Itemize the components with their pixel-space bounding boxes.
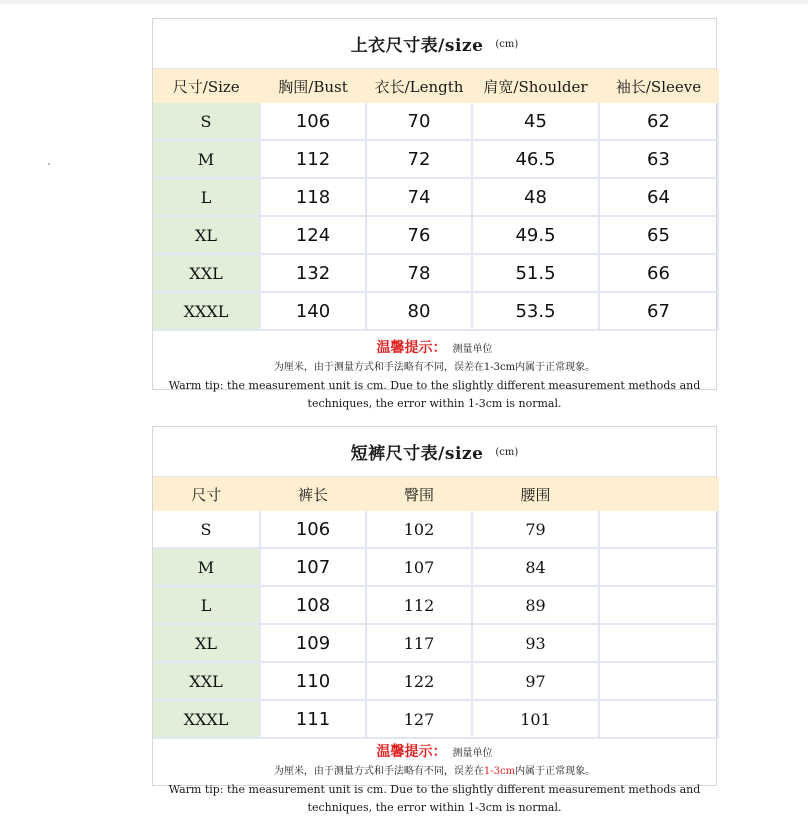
pant-length-cell: 109: [260, 624, 366, 662]
sleeve-cell: 67: [599, 292, 718, 330]
bust-cell: 118: [260, 178, 366, 216]
shoulder-cell: 48: [472, 178, 599, 216]
waist-cell: 84: [472, 548, 599, 586]
tip-cn-range: 1-3cm: [483, 362, 516, 373]
tip-heading: 温馨提示：: [376, 744, 447, 760]
table-row: [153, 624, 718, 662]
hip-cell: 102: [366, 511, 472, 548]
bust-cell: 124: [260, 216, 366, 254]
table-row: [153, 178, 718, 216]
table-row: [153, 586, 718, 624]
sleeve-cell: 62: [599, 103, 718, 140]
tip-en-line1: Warm tip: the measurement unit is cm. Due to the slightly different measurement methods and: [168, 783, 701, 796]
tip-cn-before: 为厘米，由于测量方式和手法略有不同，误差在: [273, 362, 484, 373]
tops-header-row: [153, 69, 718, 103]
tops-title-bar: [153, 19, 716, 69]
length-cell: 70: [366, 103, 472, 140]
table-row: [153, 140, 718, 178]
tops-size-chart: [152, 18, 717, 410]
bust-cell: 140: [260, 292, 366, 330]
size-cell: XXXL: [153, 700, 260, 738]
tops-unit: (cm): [495, 39, 519, 50]
empty-cell: [599, 624, 718, 662]
sleeve-cell: 66: [599, 254, 718, 292]
shorts-unit: (cm): [495, 447, 519, 458]
hip-cell: 127: [366, 700, 472, 738]
tip-unit-note: 测量单位: [452, 344, 493, 355]
empty-cell: [599, 548, 718, 586]
header-shoulder: 肩宽/Shoulder: [472, 69, 599, 103]
waist-cell: 89: [472, 586, 599, 624]
header-length: 衣长/Length: [366, 69, 472, 103]
shorts-table: [153, 477, 719, 739]
header-hip: 臀围: [366, 477, 472, 511]
tip-unit-note: 测量单位: [452, 748, 493, 759]
shoulder-cell: 51.5: [472, 254, 599, 292]
size-cell: XXXL: [153, 292, 260, 330]
table-row: [153, 548, 718, 586]
length-cell: 72: [366, 140, 472, 178]
bust-cell: 106: [260, 103, 366, 140]
shorts-title: 短裤尺寸表/size: [350, 444, 484, 464]
table-row: [153, 103, 718, 140]
hip-cell: 107: [366, 548, 472, 586]
pant-length-cell: 106: [260, 511, 366, 548]
hip-cell: 117: [366, 624, 472, 662]
hip-cell: 112: [366, 586, 472, 624]
shoulder-cell: 45: [472, 103, 599, 140]
waist-cell: 79: [472, 511, 599, 548]
tops-table: [153, 69, 719, 331]
header-size: 尺寸/Size: [153, 69, 260, 103]
header-pant-length: 裤长: [260, 477, 366, 511]
waist-cell: 101: [472, 700, 599, 738]
empty-cell: [599, 662, 718, 700]
length-cell: 74: [366, 178, 472, 216]
shorts-size-chart: [152, 426, 717, 814]
size-cell: L: [153, 586, 260, 624]
header-waist: 腰围: [472, 477, 599, 511]
header-size: 尺寸: [153, 477, 260, 511]
waist-cell: 93: [472, 624, 599, 662]
table-row: [153, 254, 718, 292]
header-sleeve: 袖长/Sleeve: [599, 69, 718, 103]
size-cell: XL: [153, 216, 260, 254]
pant-length-cell: 111: [260, 700, 366, 738]
tip-heading: 温馨提示：: [376, 340, 447, 356]
shoulder-cell: 46.5: [472, 140, 599, 178]
shoulder-cell: 49.5: [472, 216, 599, 254]
length-cell: 78: [366, 254, 472, 292]
tip-en-line1: Warm tip: the measurement unit is cm. Due to the slightly different measurement methods and: [168, 379, 701, 392]
sleeve-cell: 63: [599, 140, 718, 178]
tip-cn-range: 1-3cm: [483, 766, 516, 777]
hip-cell: 122: [366, 662, 472, 700]
bust-cell: 112: [260, 140, 366, 178]
shoulder-cell: 53.5: [472, 292, 599, 330]
table-row: [153, 700, 718, 738]
table-row: [153, 511, 718, 548]
size-cell: XL: [153, 624, 260, 662]
tip-en-line2: techniques, the error within 1-3cm is normal.: [307, 801, 562, 814]
size-cell: XXL: [153, 662, 260, 700]
waist-cell: 97: [472, 662, 599, 700]
tip-cn-before: 为厘米，由于测量方式和手法略有不同，误差在: [273, 766, 484, 777]
length-cell: 80: [366, 292, 472, 330]
stray-mark: [48, 163, 50, 165]
size-cell: S: [153, 103, 260, 140]
top-divider: [0, 0, 808, 4]
pant-length-cell: 107: [260, 548, 366, 586]
table-row: [153, 216, 718, 254]
size-cell: S: [153, 511, 260, 548]
tip-cn-after: 内属于正常现象。: [515, 362, 596, 373]
sleeve-cell: 65: [599, 216, 718, 254]
size-cell: L: [153, 178, 260, 216]
size-cell: M: [153, 140, 260, 178]
tip-cn-after: 内属于正常现象。: [515, 766, 596, 777]
bust-cell: 132: [260, 254, 366, 292]
length-cell: 76: [366, 216, 472, 254]
empty-cell: [599, 511, 718, 548]
table-row: [153, 662, 718, 700]
shorts-title-bar: [153, 427, 716, 477]
size-cell: XXL: [153, 254, 260, 292]
header-bust: 胸围/Bust: [260, 69, 366, 103]
tip-en-line2: techniques, the error within 1-3cm is normal.: [307, 397, 562, 410]
pant-length-cell: 110: [260, 662, 366, 700]
empty-cell: [599, 700, 718, 738]
shorts-header-row: [153, 477, 718, 511]
header-empty: [599, 477, 718, 511]
shorts-warm-tip: [153, 739, 716, 817]
pant-length-cell: 108: [260, 586, 366, 624]
tops-warm-tip: [153, 331, 716, 413]
size-cell: M: [153, 548, 260, 586]
table-row: [153, 292, 718, 330]
empty-cell: [599, 586, 718, 624]
tops-title: 上衣尺寸表/size: [350, 36, 484, 56]
sleeve-cell: 64: [599, 178, 718, 216]
